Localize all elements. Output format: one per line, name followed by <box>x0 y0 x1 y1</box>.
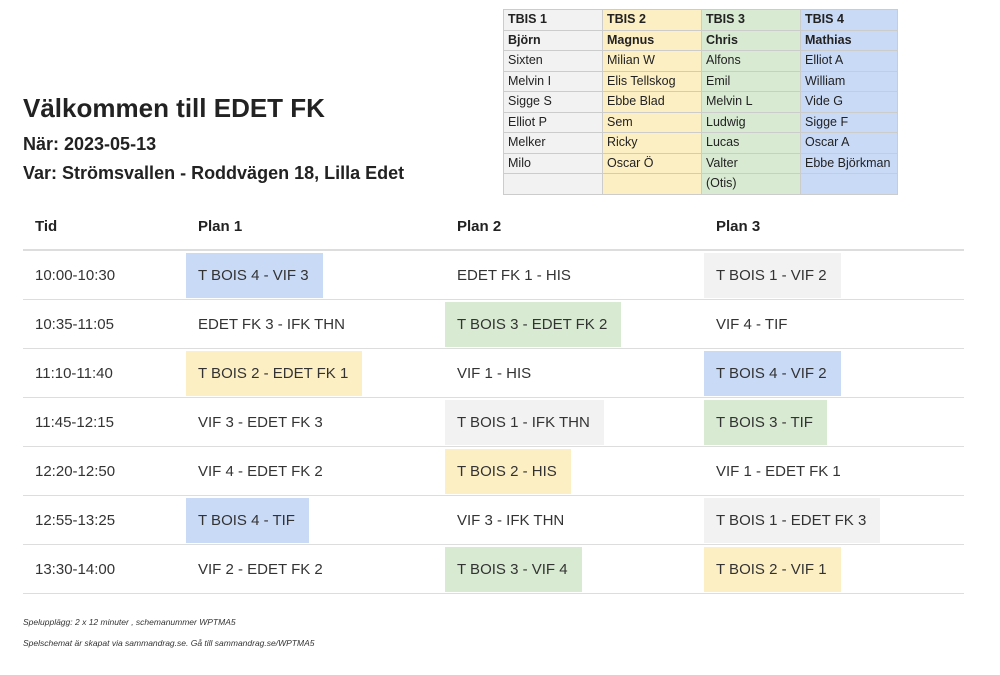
schedule-row <box>23 349 964 398</box>
match-cell-plan-3 <box>716 251 841 299</box>
roster-row <box>504 71 898 92</box>
roster-player-cell: Oscar A <box>801 133 898 154</box>
footer-source-note: Spelschemat är skapat via sammandrag.se. Gå till sammandrag.se/WPTMA5 <box>23 638 315 648</box>
footer <box>23 617 314 659</box>
time-slot: 10:35-11:05 <box>35 315 114 333</box>
match-label: T BOIS 1 - VIF 2 <box>704 253 841 298</box>
roster-coach-cell: Magnus <box>603 30 702 51</box>
match-label: T BOIS 2 - HIS <box>445 449 571 494</box>
roster-coach-cell: Chris <box>702 30 801 51</box>
roster-row <box>504 133 898 154</box>
roster-player-cell: Alfons <box>702 51 801 72</box>
match-cell-plan-2 <box>457 300 621 348</box>
time-slot: 13:30-14:00 <box>35 560 116 578</box>
match-cell-plan-3 <box>716 300 801 348</box>
roster-header-row <box>504 10 898 31</box>
match-label: T BOIS 3 - VIF 4 <box>445 547 582 592</box>
roster-player-cell: Elliot P <box>504 112 603 133</box>
match-label: EDET FK 1 - HIS <box>457 266 571 284</box>
match-cell-plan-1 <box>198 251 323 299</box>
roster-player-cell <box>603 174 702 195</box>
roster-player-cell: Sigge S <box>504 92 603 113</box>
schedule-row <box>23 300 964 349</box>
match-cell-plan-3 <box>716 496 880 544</box>
schedule-row <box>23 496 964 545</box>
schedule-column-header: Plan 1 <box>198 217 243 235</box>
match-label: VIF 4 - EDET FK 2 <box>198 462 323 480</box>
roster-player-cell <box>801 174 898 195</box>
match-schedule <box>23 203 964 594</box>
match-label: T BOIS 2 - EDET FK 1 <box>186 351 362 396</box>
roster-row <box>504 30 898 51</box>
match-cell-plan-3 <box>716 545 841 593</box>
roster-player-cell <box>504 174 603 195</box>
match-label: T BOIS 4 - TIF <box>186 498 309 543</box>
match-cell-plan-2 <box>457 545 582 593</box>
roster-coach-cell: Mathias <box>801 30 898 51</box>
match-cell-plan-1 <box>198 496 309 544</box>
roster-player-cell: Elliot A <box>801 51 898 72</box>
roster-player-cell: Valter <box>702 153 801 174</box>
match-label: T BOIS 1 - EDET FK 3 <box>704 498 880 543</box>
roster-player-cell: Milo <box>504 153 603 174</box>
match-cell-plan-3 <box>716 447 855 495</box>
roster-player-cell: Ricky <box>603 133 702 154</box>
event-location: Var: Strömsvallen - Roddvägen 18, Lilla Edet <box>23 163 405 183</box>
match-label: EDET FK 3 - IFK THN <box>198 315 345 333</box>
page-header <box>23 92 404 188</box>
roster-player-cell: Ebbe Björkman <box>801 153 898 174</box>
roster-player-cell: Elis Tellskog <box>603 71 702 92</box>
schedule-row <box>23 545 964 594</box>
roster-row <box>504 51 898 72</box>
roster-coach-cell: Björn <box>504 30 603 51</box>
roster-row <box>504 92 898 113</box>
match-label: T BOIS 3 - EDET FK 2 <box>445 302 621 347</box>
roster-player-cell: Vide G <box>801 92 898 113</box>
team-roster-table <box>503 9 898 195</box>
schedule-column-header: Tid <box>35 217 58 235</box>
roster-player-cell: Lucas <box>702 133 801 154</box>
event-date: När: 2023-05-13 <box>23 134 157 154</box>
roster-player-cell: Milian W <box>603 51 702 72</box>
match-cell-plan-1 <box>198 398 337 446</box>
roster-player-cell: Sixten <box>504 51 603 72</box>
match-cell-plan-1 <box>198 545 337 593</box>
roster-player-cell: Melker <box>504 133 603 154</box>
page-title: Välkommen till EDET FK <box>23 93 325 123</box>
time-slot: 11:10-11:40 <box>35 364 113 382</box>
match-label: T BOIS 4 - VIF 2 <box>704 351 841 396</box>
time-slot: 12:55-13:25 <box>35 511 116 529</box>
match-label: VIF 1 - EDET FK 1 <box>716 462 841 480</box>
match-cell-plan-2 <box>457 496 578 544</box>
roster-team-header: TBIS 2 <box>603 10 702 31</box>
match-label: VIF 4 - TIF <box>716 315 788 333</box>
match-cell-plan-2 <box>457 349 545 397</box>
match-cell-plan-2 <box>457 398 604 446</box>
match-label: VIF 3 - EDET FK 3 <box>198 413 323 431</box>
match-label: VIF 1 - HIS <box>457 364 532 382</box>
schedule-row <box>23 447 964 496</box>
time-slot: 10:00-10:30 <box>35 266 116 284</box>
roster-team-header: TBIS 1 <box>504 10 603 31</box>
schedule-row <box>23 398 964 447</box>
match-label: T BOIS 2 - VIF 1 <box>704 547 841 592</box>
roster-row <box>504 112 898 133</box>
roster-team-header: TBIS 4 <box>801 10 898 31</box>
schedule-row <box>23 251 964 300</box>
schedule-column-header: Plan 2 <box>457 217 502 235</box>
match-label: VIF 3 - IFK THN <box>457 511 565 529</box>
roster-player-cell: Sem <box>603 112 702 133</box>
roster-player-cell: Emil <box>702 71 801 92</box>
roster-team-header: TBIS 3 <box>702 10 801 31</box>
match-cell-plan-3 <box>716 398 827 446</box>
match-cell-plan-2 <box>457 447 571 495</box>
roster-row <box>504 174 898 195</box>
footer-game-format: Spelupplägg: 2 x 12 minuter , schemanummer WPTMA5 <box>23 617 236 627</box>
roster-player-cell: Ludwig <box>702 112 801 133</box>
schedule-header-row <box>23 203 964 251</box>
match-cell-plan-1 <box>198 447 337 495</box>
roster-row <box>504 153 898 174</box>
roster-player-cell: Ebbe Blad <box>603 92 702 113</box>
match-label: VIF 2 - EDET FK 2 <box>198 560 323 578</box>
schedule-column-header: Plan 3 <box>716 217 761 235</box>
roster-player-cell: Oscar Ö <box>603 153 702 174</box>
match-label: T BOIS 1 - IFK THN <box>445 400 604 445</box>
time-slot: 11:45-12:15 <box>35 413 114 431</box>
time-slot: 12:20-12:50 <box>35 462 116 480</box>
roster-player-cell: Melvin I <box>504 71 603 92</box>
match-cell-plan-3 <box>716 349 841 397</box>
roster-player-cell: Melvin L <box>702 92 801 113</box>
roster-player-cell: Sigge F <box>801 112 898 133</box>
match-cell-plan-1 <box>198 300 359 348</box>
match-label: T BOIS 3 - TIF <box>704 400 827 445</box>
match-label: T BOIS 4 - VIF 3 <box>186 253 323 298</box>
match-cell-plan-2 <box>457 251 585 299</box>
match-cell-plan-1 <box>198 349 362 397</box>
roster-player-cell: (Otis) <box>702 174 801 195</box>
roster-player-cell: William <box>801 71 898 92</box>
